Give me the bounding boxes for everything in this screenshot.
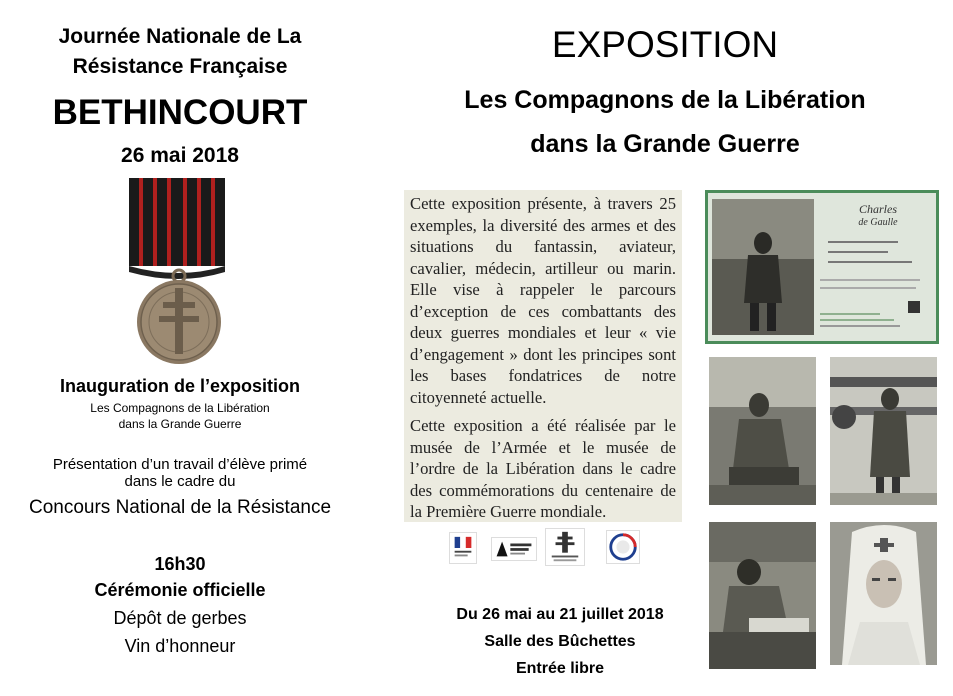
inauguration-subtitle-line2: dans la Grande Guerre	[118, 417, 242, 431]
concours-name: Concours National de la Résistance	[28, 497, 332, 518]
event-date: 26 mai 2018	[121, 144, 239, 167]
card-name-line2: de Gaulle	[858, 217, 898, 228]
presentation-line2: dans le cadre du	[124, 473, 236, 490]
reception: Vin d’honneur	[124, 636, 236, 656]
soldier-seated-photo	[709, 357, 816, 505]
exhibition-place: Salle des Bûchettes	[484, 633, 636, 650]
inauguration-subtitle-line1: Les Compagnons de la Libération	[90, 401, 270, 415]
event-heading	[20, 22, 340, 82]
ceremony-time: 16h30	[154, 554, 206, 574]
centenaire-logo	[606, 530, 640, 564]
event-heading-line2: Résistance Française	[72, 55, 288, 78]
ceremony-title: Cérémonie officielle	[94, 580, 266, 600]
wreath-laying: Dépôt de gerbes	[113, 608, 247, 628]
card-name-line1: Charles	[858, 202, 897, 216]
soldier-writing-photo	[709, 522, 816, 669]
exhibition-subtitle-line1: Les Compagnons de la Libération	[464, 86, 866, 114]
resistance-medal-image	[125, 178, 233, 368]
ordre-liberation-logo	[545, 528, 585, 566]
description-paragraph-2: Cette exposition a été réalisée par le musée de l’Armée et le musée de l’ordre de la Libération dans le cadre des commémorations du centenaire de la Première Guerre mondiale.	[410, 416, 676, 521]
de-gaulle-card	[705, 190, 939, 344]
description-paragraph-1: Cette exposition présente, à travers 25 exemples, la diversité des armes et des situations du fantassin, aviateur, cavalier, médecin, artilleur ou marin. Elle vise à rappeler le parcours d’exception de ces combattants des deux guerres mondiales et leur « vie d’engagement » dont les principes sont les bases fondatrices de notre citoyenneté actuelle.	[410, 194, 676, 407]
medal-ribbon	[129, 178, 225, 279]
musee-armee-logo	[491, 537, 537, 561]
event-heading-line1: Journée Nationale de La	[58, 25, 302, 48]
exhibition-dates: Du 26 mai au 21 juillet 2018	[456, 606, 664, 623]
republique-francaise-logo	[449, 532, 477, 564]
medal-disk	[137, 280, 221, 364]
town-name: BETHINCOURT	[52, 93, 308, 132]
presentation-line1: Présentation d’un travail d’élève primé	[52, 456, 308, 473]
nurse-portrait-photo	[830, 522, 937, 665]
exhibition-subtitle-line2: dans la Grande Guerre	[530, 130, 800, 158]
exhibition-title: EXPOSITION	[551, 24, 779, 65]
inauguration-title: Inauguration de l’exposition	[59, 376, 300, 396]
aviator-plane-photo	[830, 357, 937, 505]
exhibition-description-panel	[404, 190, 682, 522]
exhibition-entry: Entrée libre	[515, 660, 605, 677]
